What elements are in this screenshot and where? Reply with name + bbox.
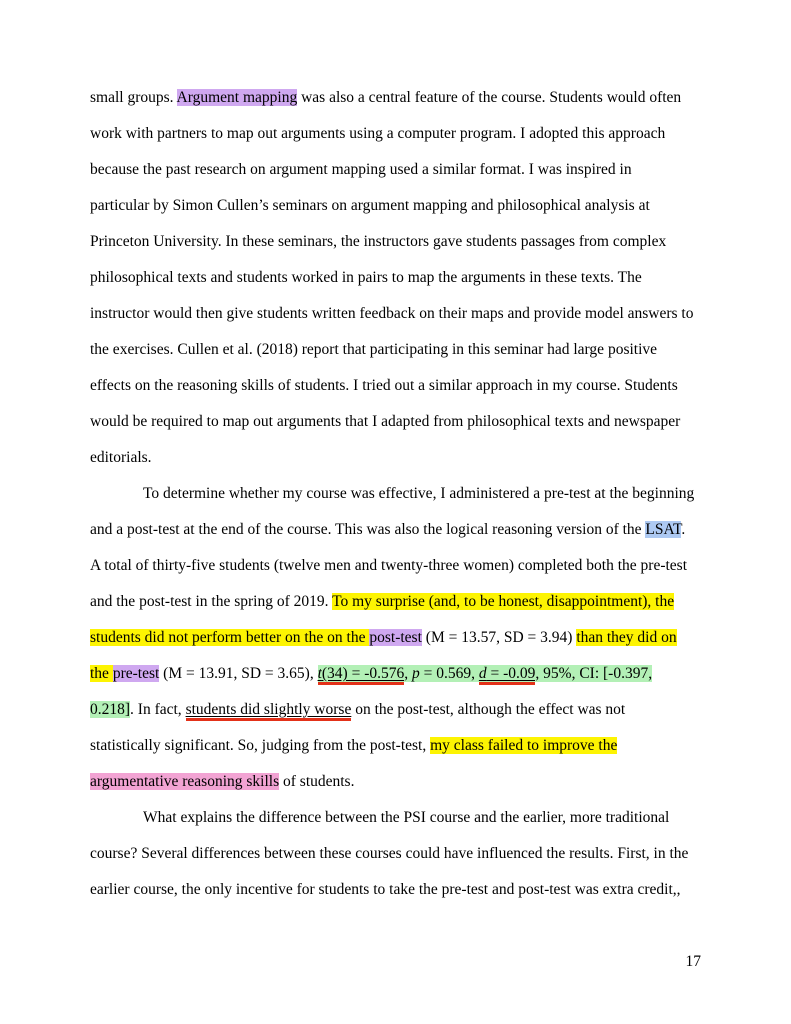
highlighted-text: post-test <box>369 629 422 646</box>
highlighted-text: students did not perform better on the on the <box>90 629 370 646</box>
text-segment: philosophical texts and students worked in pairs to map the arguments in these texts. The <box>90 269 642 286</box>
highlighted-text: 0.218] <box>90 701 131 718</box>
highlighted-text: p <box>412 665 420 682</box>
highlighted-text: argumentative reasoning skills <box>90 773 280 790</box>
highlighted-text: pre-test <box>112 665 160 682</box>
highlighted-text: , <box>404 665 412 682</box>
highlighted-text: Argument mapping <box>176 89 298 106</box>
text-line <box>90 152 750 188</box>
text-segment: . <box>681 521 686 538</box>
text-line <box>90 620 750 656</box>
highlighted-text: = 0.569, <box>419 665 479 682</box>
highlighted-text: than they did on <box>576 629 677 646</box>
text-segment: was also a central feature of the course. Students would often <box>297 89 682 106</box>
text-line <box>90 800 750 836</box>
text-segment: earlier course, the only incentive for students to take the pre-test and post-test was extra credit,, <box>90 881 681 898</box>
text-line <box>90 548 750 584</box>
text-line <box>90 764 750 800</box>
text-segment: A total of thirty-five students (twelve men and twenty-three women) completed both the pre-test <box>90 557 688 574</box>
text-line <box>90 368 750 404</box>
text-line <box>90 728 750 764</box>
text-line <box>90 476 750 512</box>
text-segment: instructor would then give students written feedback on their maps and provide model answers to <box>90 305 694 322</box>
text-segment: effects on the reasoning skills of students. I tried out a similar approach in my course. Students <box>90 377 678 394</box>
highlighted-text: my class failed to improve the <box>430 737 618 754</box>
text-line <box>90 656 750 692</box>
highlighted-text: d <box>478 665 487 682</box>
page-number: 17 <box>685 953 701 970</box>
text-line <box>90 404 750 440</box>
text-line <box>90 584 750 620</box>
text-line <box>90 224 750 260</box>
text-line <box>90 872 750 908</box>
text-segment: would be required to map out arguments that I adapted from philosophical texts and newspaper <box>90 413 681 430</box>
text-segment: (M = 13.57, SD = 3.94) <box>421 629 577 646</box>
text-segment: the exercises. Cullen et al. (2018) report that participating in this seminar had large positive <box>90 341 658 358</box>
highlighted-text: (34) = -0.576 <box>321 665 405 682</box>
text-segment: To determine whether my course was effective, I administered a pre-test at the beginning <box>143 485 695 502</box>
text-line <box>90 116 750 152</box>
text-segment: (M = 13.91, SD = 3.65), <box>159 665 318 682</box>
text-segment: of students. <box>279 773 355 790</box>
text-line <box>90 260 750 296</box>
text-segment: particular by Simon Cullen’s seminars on argument mapping and philosophical analysis at <box>90 197 650 214</box>
text-line <box>90 188 750 224</box>
highlighted-text: t <box>317 665 322 682</box>
text-segment: students did slightly worse <box>185 701 352 718</box>
text-segment: course? Several differences between these courses could have influenced the results. First, in the <box>90 845 689 862</box>
text-line <box>90 332 750 368</box>
text-line <box>90 296 750 332</box>
text-line <box>90 692 750 728</box>
document-content <box>90 80 750 908</box>
text-line <box>90 80 750 116</box>
text-segment: . In fact, <box>130 701 186 718</box>
highlighted-text: the <box>90 665 113 682</box>
text-segment: and the post-test in the spring of 2019. <box>90 593 333 610</box>
text-segment: because the past research on argument mapping used a similar format. I was inspired in <box>90 161 632 178</box>
highlighted-text: To my surprise (and, to be honest, disappointment), the <box>332 593 675 610</box>
text-segment: on the post-test, although the effect was not <box>351 701 626 718</box>
text-line <box>90 836 750 872</box>
text-segment: What explains the difference between the PSI course and the earlier, more traditional <box>143 809 670 826</box>
text-line <box>90 440 750 476</box>
text-segment: editorials. <box>90 449 152 466</box>
highlighted-text: = -0.09 <box>486 665 536 682</box>
highlighted-text: LSAT <box>645 521 682 538</box>
text-segment: Princeton University. In these seminars, the instructors gave students passages from complex <box>90 233 667 250</box>
text-segment: and a post-test at the end of the course. This was also the logical reasoning version of the <box>90 521 646 538</box>
text-segment: statistically significant. So, judging from the post-test, <box>90 737 431 754</box>
text-line <box>90 512 750 548</box>
text-segment: work with partners to map out arguments using a computer program. I adopted this approach <box>90 125 666 142</box>
text-segment: small groups. <box>90 89 177 106</box>
highlighted-text: , 95%, CI: [-0.397, <box>535 665 653 682</box>
